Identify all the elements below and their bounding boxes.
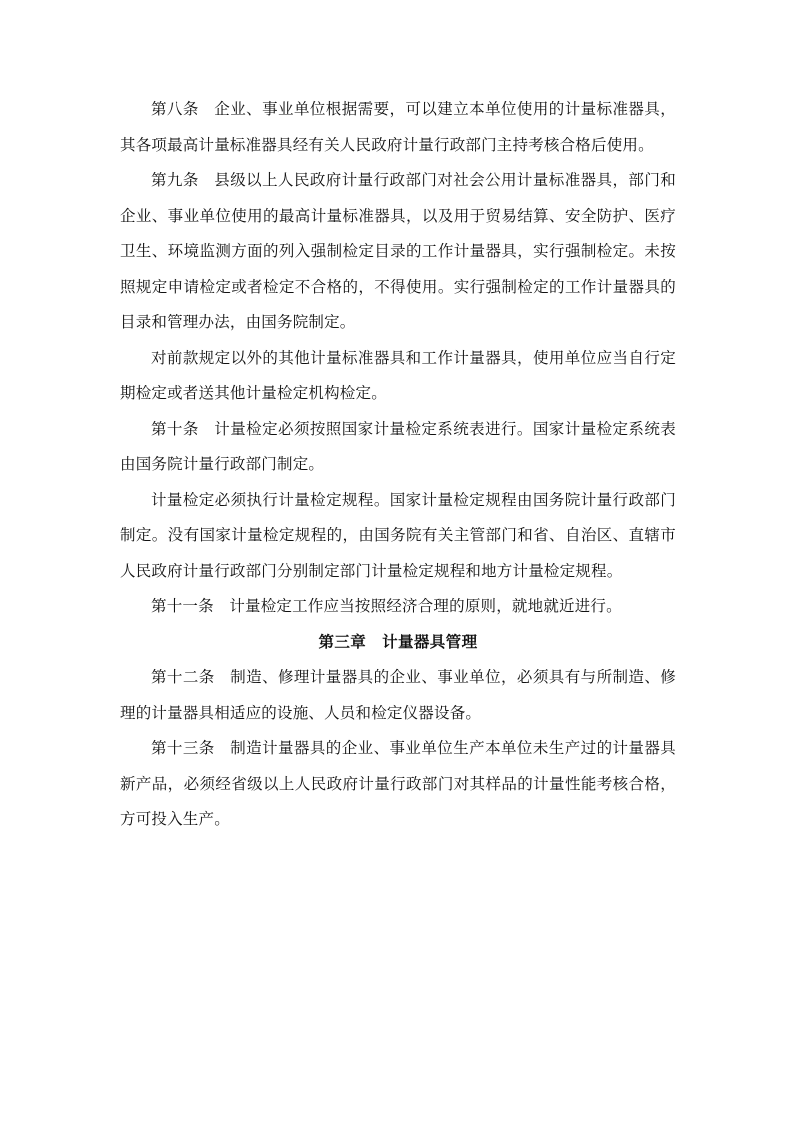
- article-text: 县级以上人民政府计量行政部门对社会公用计量标准器具，部门和企业、事业单位使用的最高计量标准器具，以及用于贸易结算、安全防护、医疗卫生、环境监测方面的列入强制检定目录的工作计量器具，实行强制检定。未按照规定申请检定或者检定不合格的，不得使用。实行强制检定的工作计量器具的目录和管理办法，由国务院制定。: [120, 171, 676, 331]
- article-13-paragraph: [120, 731, 676, 838]
- document-page: [120, 92, 676, 838]
- article-number: 第十二条: [151, 668, 215, 686]
- article-text: 计量检定必须按照国家计量检定系统表进行。国家计量检定系统表由国务院计量行政部门制定。: [120, 419, 676, 473]
- article-10-paragraph: [120, 412, 676, 483]
- article-text: 计量检定必须执行计量检定规程。国家计量检定规程由国务院计量行政部门制定。没有国家计量检定规程的，由国务院有关主管部门和省、自治区、直辖市人民政府计量行政部门分别制定部门计量检定规程和地方计量检定规程。: [120, 490, 676, 580]
- article-text: 计量检定工作应当按照经济合理的原则，就地就近进行。: [229, 597, 622, 615]
- article-number: 第八条: [151, 100, 199, 118]
- article-text: 制造计量器具的企业、事业单位生产本单位未生产过的计量器具新产品，必须经省级以上人民政府计量行政部门对其样品的计量性能考核合格，方可投入生产。: [120, 739, 676, 828]
- article-text: 对前款规定以外的其他计量标准器具和工作计量器具，使用单位应当自行定期检定或者送其他计量检定机构检定。: [120, 348, 676, 402]
- article-text: 制造、修理计量器具的企业、事业单位，必须具有与所制造、修理的计量器具相适应的设施、人员和检定仪器设备。: [120, 668, 676, 722]
- article-10-clause-2-paragraph: [120, 483, 676, 590]
- chapter-heading: 第三章 计量器具管理: [318, 632, 478, 651]
- article-number: 第十一条: [151, 597, 214, 615]
- article-9-paragraph: [120, 163, 676, 341]
- article-9-clause-2-paragraph: [120, 341, 676, 412]
- article-number: 第十三条: [151, 739, 215, 757]
- article-text: 企业、事业单位根据需要，可以建立本单位使用的计量标准器具，其各项最高计量标准器具经有关人民政府计量行政部门主持考核合格后使用。: [120, 100, 676, 154]
- article-number: 第十条: [151, 419, 199, 438]
- article-number: 第九条: [151, 171, 199, 189]
- article-8-paragraph: [120, 92, 676, 163]
- article-11-paragraph: [120, 589, 676, 625]
- article-12-paragraph: [120, 660, 676, 731]
